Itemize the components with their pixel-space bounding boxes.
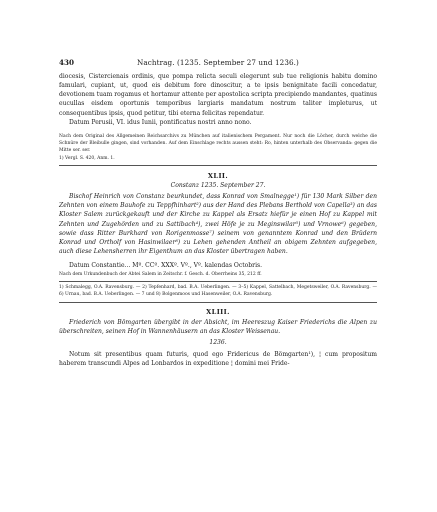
page-number: 430 <box>59 58 75 67</box>
section-place-date: Constanz 1235. September 27. <box>170 182 266 189</box>
section-number: XLII. <box>207 172 229 180</box>
section-footnotes: 1) Schmalegg, O.A. Ravensburg. — 2) Tepfenhard, bad. B.A. Ueberlingen. — 3–5) Kappel, Sattelbach, Megetsweiler, O.A. Ravensburg. — 6) Urnau, bad. B.A. Ueberlingen. — 7 und 8) Bolgenmoos und Hasenweiler, O.A. Ravensburg. <box>59 285 377 297</box>
charter-body: diocesis, Cistercienais ordinis, que pompa relicta seculi elegerunt sub tue religionis habitu domino famulari, cupiant, ut, quod eis debitum fore dinoscitur, a te ipsis benignitate facili concedatur, devotionem tuam rogamus et hortamur attente per apostolica scripta precipiendo mandantes, quatinus eucullas eisdem oportunis temporibus largiaris mandatum nostrum taliter impleturus, ut consequentibus ipsis, quod petitur, tibi eterna felicitas rependatur. <box>59 73 377 117</box>
section-year: 1236. <box>209 339 227 346</box>
section-source-note: Nach dem Urkundenbuch der Abtei Salem in Zeitschr. f. Gesch. d. Oberrheins 35, 212 ff. <box>59 272 262 277</box>
section-regest: Friederich von Bömgarten übergibt in der Absicht, im Heereszug Kaiser Friederichs die Alpen zu überschreiten, seinen Hof in Wannenhäusern an das Kloster Weissenau. <box>59 319 377 336</box>
running-header <box>59 58 377 68</box>
divider <box>59 165 377 166</box>
section-number: XLIII. <box>206 308 230 316</box>
charter-text-continued <box>59 72 377 127</box>
section-regest: Bischof Heinrich von Constanz beurkundet, dass Konrad von Smalnegge¹) für 130 Mark Silber den Zehnten von einem Bauhofe zu Teppfhinhart²) aus der Hand des Plebans Berthold von Capella³) an das Kloster Salem zurückgekauft und der Kirche zu Kappel als Ersatz hiefür je einen Hof zu Kappel mit Zehnten und Zugehörden und zu Sattibach⁴), zwei Höfe je zu Meginswilar⁵) und Vrnowe⁶) gegeben, sowie dass Ritter Burkhard von Rorigenmosse⁷) seinem von genanntem Konrad und den Brüdern Konrad und Ortholf von Hasinwilaer⁸) zu Lehen gehenden Antheil an obigem Zehnten aufgegeben, auch diese Lehensherren ihr Eigenthum an das Kloster übertragen haben. <box>59 193 377 256</box>
divider <box>59 281 377 282</box>
divider <box>59 302 377 303</box>
footnote: 1) Vergl. S. 420, Anm. 1. <box>59 156 115 161</box>
charter-dating-clause: Datum Perusii, VI. idus Iunii, pontificatus nostri anno nono. <box>69 118 252 126</box>
charter-opening: Notum sit presentibus quam futuris, quod ego Fridericus de Bömgarten¹), ¦ cum propositum haberem transcundi Alpes ad Lonbardos in expeditione ¦ domini mei Fride- <box>59 351 377 368</box>
archival-note: Nach dem Original des Allgemeinen Reichsarchivs zu München auf italienischem Pergament. Nur noch die Löcher, durch welche die Schnüre der Bleibulle gingen, sind vorhanden. Auf dem Einschlage rechts aussen steht: Ro, hinten unterhalb des Observanda: gegen die Mitte ser. ser. <box>59 134 377 153</box>
running-title: Nachtrag. (1235. September 27 und 1236.) <box>137 58 299 67</box>
section-datum: Datum Constantie... Mº. CCº. XXXº. Vº., Vº. kalendas Octobris. <box>69 262 263 269</box>
